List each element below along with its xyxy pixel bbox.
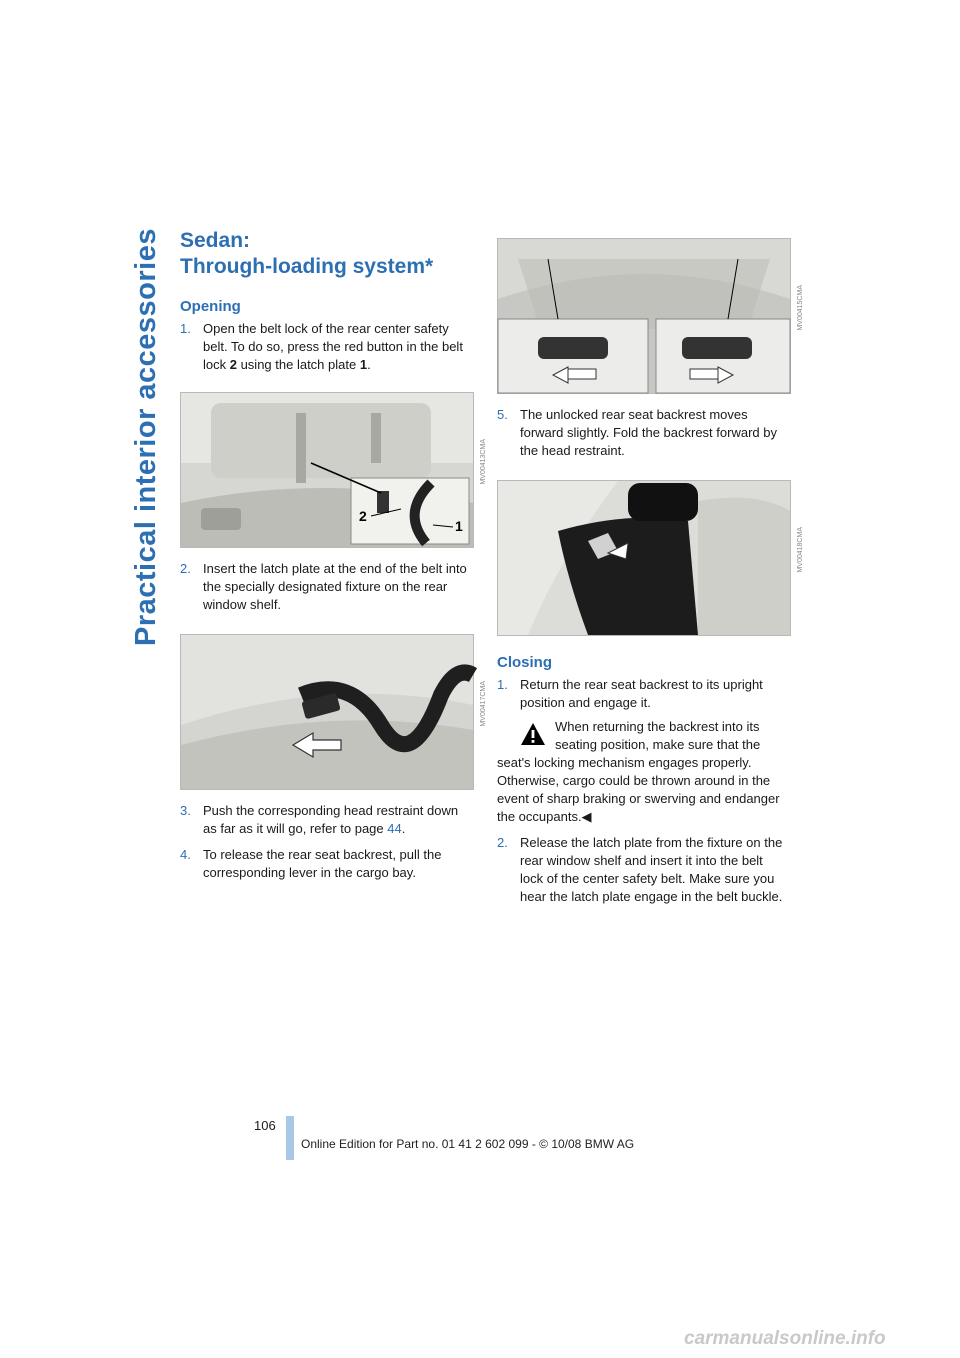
- edition-note: Online Edition for Part no. 01 41 2 602 099 - © 10/08 BMW AG: [301, 1137, 635, 1151]
- page-number: 106: [254, 1118, 276, 1133]
- chapter-side-tab: [126, 228, 166, 868]
- opening-step-2: 2. Insert the latch plate at the end of the belt into the specially designated fixture on the rear window shelf.: [180, 561, 467, 612]
- figure-belt-lock: [180, 392, 487, 548]
- opening-step-5: 5. The unlocked rear seat backrest moves forward slightly. Fold the backrest forward by the head restraint.: [497, 407, 777, 458]
- figure-code: MV00418CMA: [797, 527, 804, 573]
- page-reference-link[interactable]: 44: [387, 821, 402, 836]
- opening-step-3: 3. Push the corresponding head restraint down as far as it will go, refer to page 44.: [180, 803, 459, 836]
- figure-fold-backrest: [497, 480, 804, 636]
- chapter-title: Practical interior accessories: [129, 228, 162, 647]
- opening-heading: Opening: [180, 298, 241, 315]
- right-column: [497, 238, 804, 906]
- warning-text: When returning the backrest into its seating position, make sure that the seat's locking mechanism engages properly. Otherwise, cargo could be thrown around in the event of sharp braking or swerving and endanger the occupants.◀: [497, 719, 780, 824]
- fig-label-1: 1: [455, 518, 463, 534]
- cargo-bay-illustration: [498, 239, 790, 393]
- closing-step-1: 1. Return the rear seat backrest to its upright position and engage it.: [497, 677, 763, 710]
- fold-backrest-illustration: [498, 481, 790, 635]
- figure-window-shelf: [180, 634, 487, 790]
- section-title: Sedan: Through-loading system*: [180, 229, 434, 278]
- fig-label-2: 2: [359, 508, 367, 524]
- opening-step-4: 4. To release the rear seat backrest, pull the corresponding lever in the cargo bay.: [180, 847, 442, 880]
- figure-cargo-bay: [497, 238, 804, 394]
- figure-code: MV00417CMA: [480, 681, 487, 727]
- warning-triangle-icon: [520, 722, 546, 746]
- figure-code: MV00413CMA: [480, 439, 487, 485]
- left-column: [180, 228, 487, 882]
- closing-step-2: 2. Release the latch plate from the fixture on the rear window shelf and insert it into the belt lock of the center safety belt. Make sure you hear the latch plate engage in the belt buckle.: [497, 835, 783, 904]
- closing-heading: Closing: [497, 654, 552, 671]
- opening-step-1: 1. Open the belt lock of the rear center safety belt. To do so, press the red button in the belt lock 2 using the latch plate 1.: [180, 321, 463, 372]
- figure-code: MV00415CMA: [797, 285, 804, 331]
- belt-lock-illustration: [181, 393, 473, 547]
- warning-note: [497, 718, 789, 826]
- window-shelf-illustration: [181, 635, 473, 789]
- footer-accent-bar: [286, 1116, 294, 1160]
- watermark: carmanualsonline.info: [684, 1328, 886, 1349]
